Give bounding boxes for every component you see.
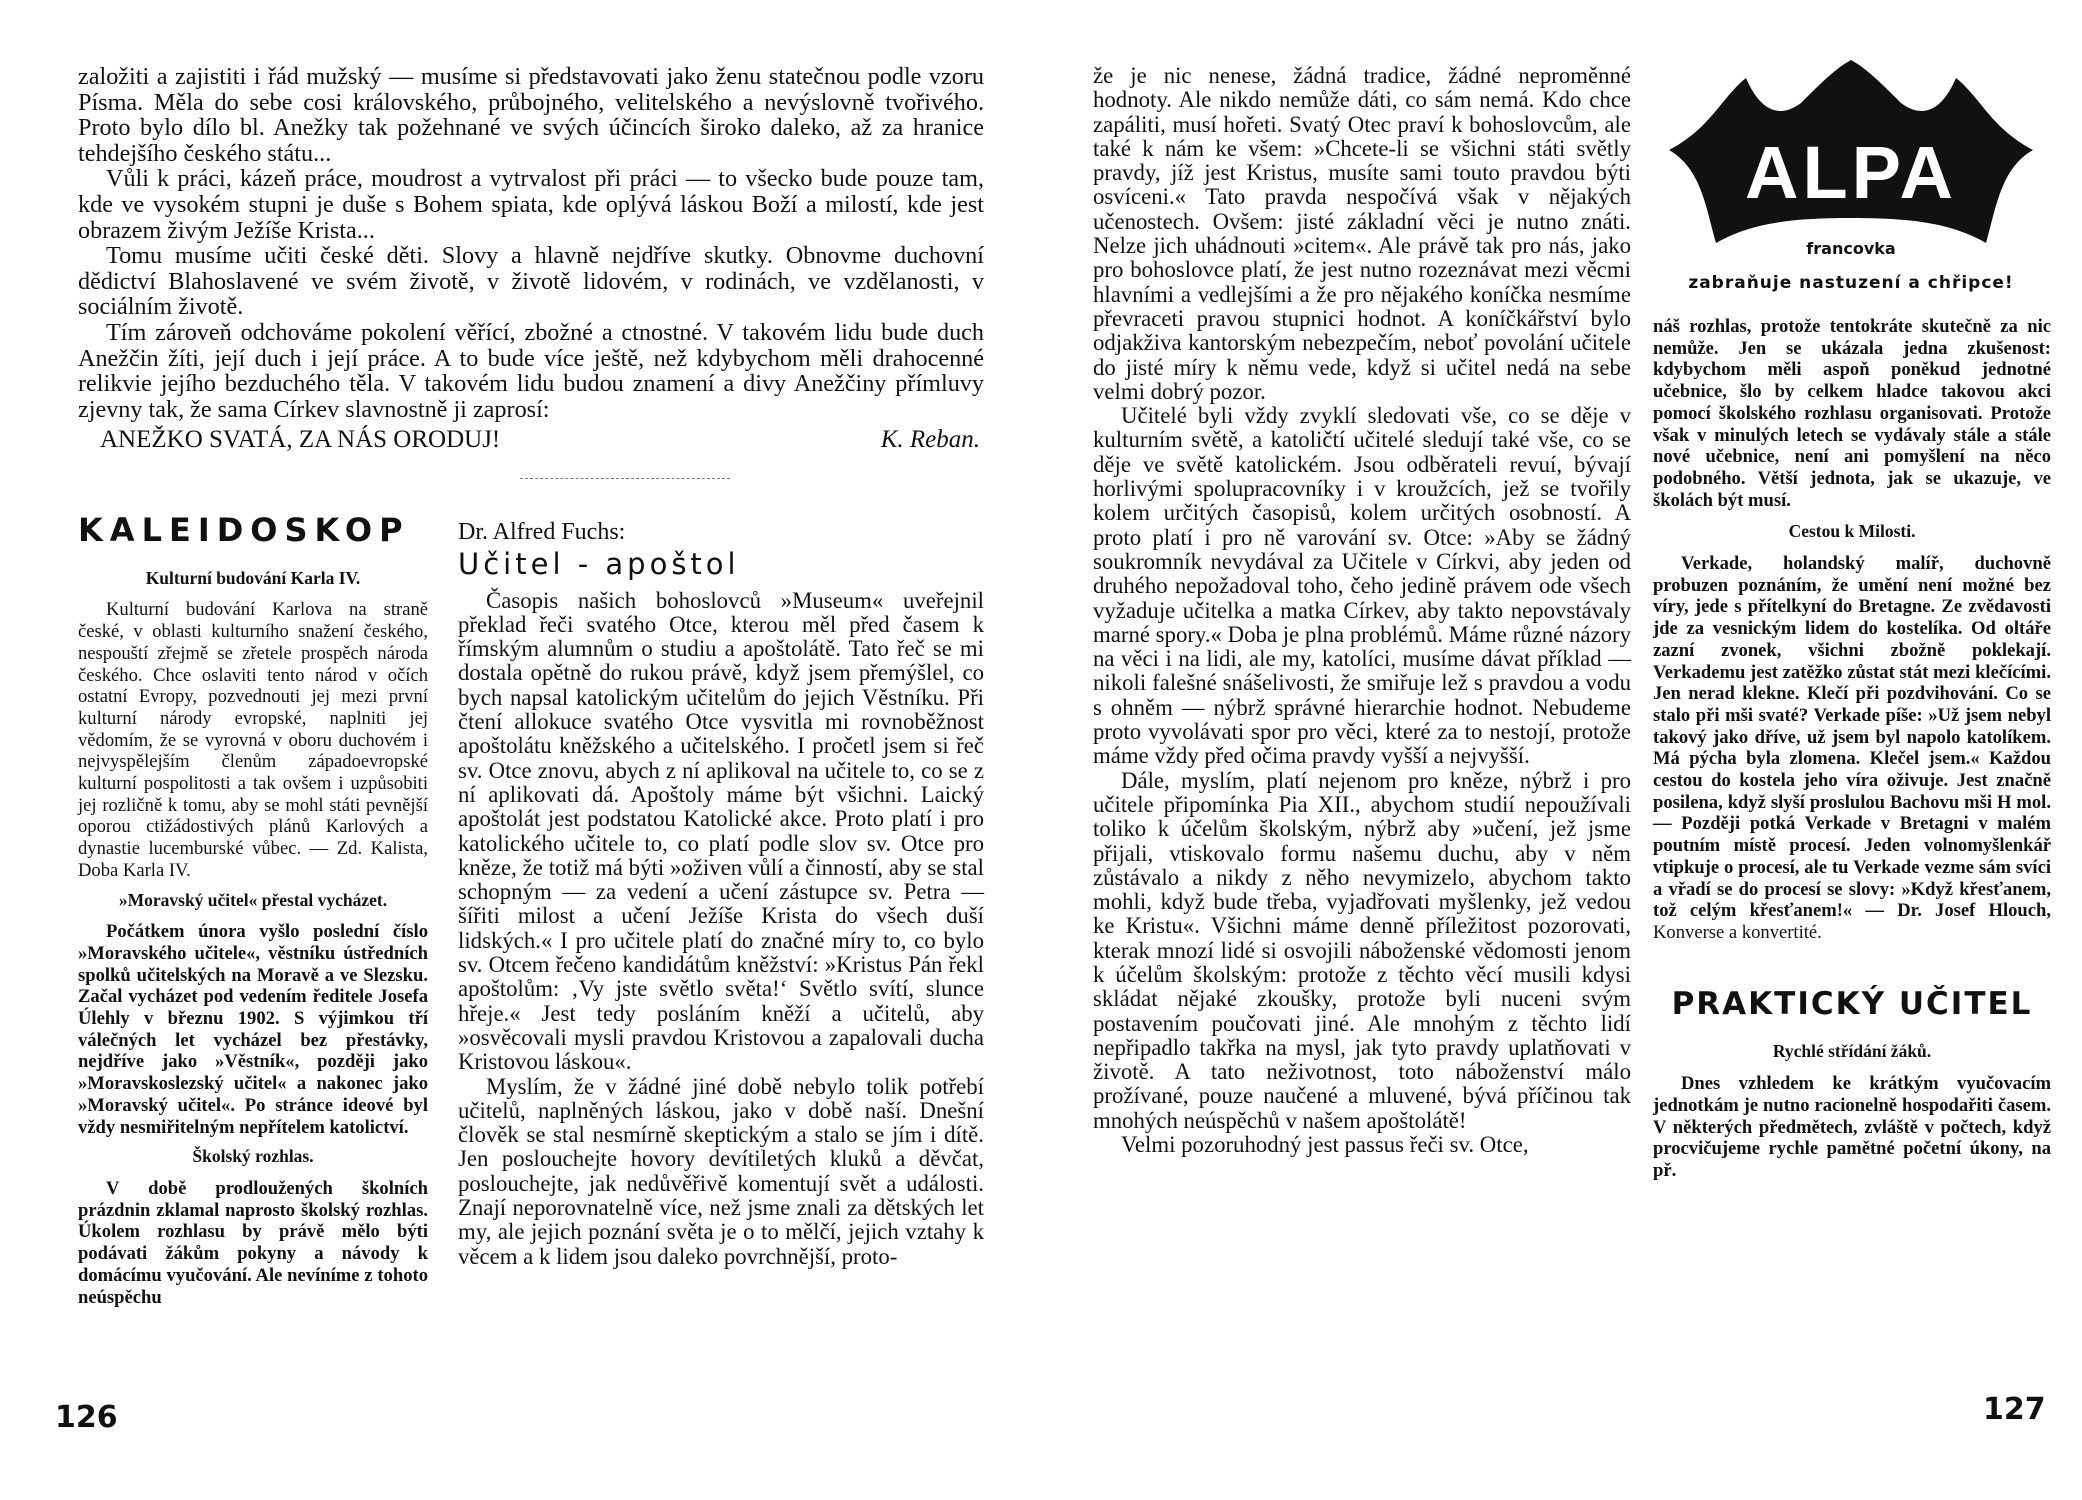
- section-divider: [520, 478, 730, 479]
- article-author-signature: K. Reban.: [880, 426, 980, 453]
- prayer-text: ANEŽKO SVATÁ, ZA NÁS ORODUJ!: [100, 426, 501, 453]
- article-title: Učitel - apoštol: [458, 547, 740, 582]
- alpa-logo: [1651, 58, 2051, 303]
- article-continuation: [1093, 64, 1631, 1157]
- kaleidoskop-title: KALEIDOSKOP: [78, 511, 410, 549]
- alpa-advertisement: [1651, 58, 2051, 303]
- page-number: 127: [1983, 1392, 2046, 1427]
- top-article: [78, 64, 984, 422]
- section-text: náš rozhlas, protože tentokráte skutečně za nic nemůže. Jen se ukázala jedna zkušenost: kdybychom měli aspoň poněkud jednotné učebnice, šlo by celkem hladce takovou akci pomocí školského rozhlasu organisovati. Protože však v minulých letech se vydávaly stále a stále nové učebnice, není ani pomyšlení na něco podobného. Větší jednota, jak se ukazuje, ve školách být musí.: [1653, 316, 2051, 511]
- source-title: Konverse a konvertité.: [1653, 921, 1822, 943]
- section-heading: Cestou k Milosti.: [1788, 521, 1916, 542]
- top-paragraph: Vůli k práci, kázeň práce, moudrost a vytrvalost při práci — to všecko bude pouze tam, kde ve vysokém stupni je duše s Bohem spiata, kde oplývá láskou Boží a milostí, kde jest obrazem živým Ježíše Krista...: [78, 165, 984, 244]
- product-text: francovka: [1806, 239, 1896, 258]
- source-author: Dr. Josef Hlouch,: [1897, 900, 2052, 922]
- section-text: V době prodloužených školních prázdnin zklamal naprosto školský rozhlas. Úkolem rozhlasu by právě mělo býti podávati žákům pokyny a návody k domácímu vyučování. Ale nevíníme z tohoto neúspěchu: [78, 1177, 428, 1308]
- section-heading: »Moravský učitel« přestal vycházet.: [118, 889, 388, 910]
- article-paragraph: Učitelé byli vždy zvyklí sledovati vše, co se děje v kulturním světě, a katoličtí učitelé sledují také vše, co se děje ve světě katolickém. Jsou odběrateli revuí, bývají horlivými spolupracovníky i v kroužcích, jež se tvořily kolem určitých časopisů, kolem určitých osobností. A proto platí i pro ně varování sv. Otce: »Aby se žádný soukromník nevydával za Učitele v Církvi, aby jeden od druhého nepožadoval toho, čeho jedině právem ode všech vyžaduje učitelka a matka Církev, aby takto nepovstávaly marné spory.« Doba je plna problémů. Máme různé názory na věci i na lidi, ale my, katolíci, musíme dávat příklad — nikoli falešné snášelivosti, že smiřuje lež s pravdou a vodu s ohněm — nýbrž správné hierarchie hodnot. Nebudeme proto vyvolávati spor pro věci, které za to nestojí, protože máme vždy před očima pravdy vyšší a nejvyšší.: [1093, 403, 1631, 769]
- section-heading: Školský rozhlas.: [192, 1146, 314, 1167]
- section-text: Dnes vzhledem ke krátkým vyučovacím jednotkám je nutno racionelně hospodařiti časem. V některých předmětech, zvláště v počtech, když procvičujeme rychle pamětné početní úkony, na př.: [1653, 1073, 2051, 1181]
- right-page: [1041, 0, 2082, 1500]
- section-text: Počátkem února vyšlo poslední číslo »Moravského učitele«, věstníku ústředních spolků učitelských na Moravě a ve Slezsku. Začal vycházet pod vedením ředitele Josefa Úlehly v březnu 1902. S výjimkou tří válečných let vycházel bez přestávky, nejdříve jako »Věstník«, později jako »Moravskoslezský učitel« a nakonec jako »Moravský učitel«. Po stránce ideové byl vždy nesmiřitelným nepřítelem katolictví.: [78, 921, 428, 1138]
- article-paragraph: Velmi pozoruhodný jest passus řeči sv. Otce,: [1121, 1132, 1529, 1158]
- section-body: Verkade, holandský malíř, duchovně probuzen poznáním, že umění není možné bez víry, jede s přítelkyní do Bretagne. Ze zvědavosti jde za vesnickým lidem do kostelíka. Od oltáře zazní zvonek, všichni zbožně poklekají. Verkademu jest zatěžko zůstat stát mezi klečícími. Jen nerad klekne. Klečí při pozdvihování. Co se stalo při mši svaté? Verkade píše: »Už jsem nebyl takový jako dříve, už jsem byl napolo katolíkem. Má pýcha byla zlomena. Klečel jsem.« Každou cestou do kostela jeho víra oživuje. Jest značně posilena, když slyší proslulou Bachovu mši H mol. — Později potká Verkade v Bretagni v malém poutním místě procesí. Jeden volnomyšlenkář vtipkuje o procesí, ale tu Verkade vezme sám svíci a vřadí se do procesí se slovy: »Když křesťanem, tož celým křesťanem!« —: [1653, 553, 2051, 922]
- slogan-text: zabraňuje nastuzení a chřipce!: [1688, 273, 2014, 293]
- article-paragraph: Časopis našich bohoslovců »Museum« uveřejnil překlad řeči svatého Otce, kterou měl před časem k římským alumnům o studiu a apoštolátě. Tato řeč se mi dostala opětně do rukou právě, když jsem přemýšlel, co bych napsal katolickým učitelům do jejich Věstníku. Při čtení allokuce svatého Otce vysvitla mi rovnoběžnost apoštolátu kněžského a učitelského. I pročetl jsem si řeč sv. Otce znovu, abych z ní aplikoval na učitele to, co se z ní aplikovati dá. Apoštoly máme být všichni. Laický apoštolát jest podstatou Katolické akce. Proto platí i pro katolického učitele to, co platí podle slov sv. Otce pro kněze, že totiž má býti »oživen vůlí a činností, aby se stal schopným — za vedení a učení zástupce sv. Petra — šířiti milost a učení Ježíše Krista do všech duší lidských.« I pro učitele platí do značné míry to, co bylo sv. Otcem řečeno kandidátům kněžství: »Kristus Pán řekl apoštolům: ‚Vy jste světlo světa!‘ Světlo svítí, slunce hřeje.« Jest tedy posláním kněží a učitelů, aby »osvěcovali mysli pravdou Kristovou a zapalovali ducha Kristovou láskou«.: [458, 587, 984, 1075]
- section-heading: Kulturní budování Karla IV.: [145, 567, 361, 588]
- article-paragraph: že je nic nenese, žádná tradice, žádné neproměnné hodnoty. Ale nikdo nemůže dáti, co sám nemá. Kdo chce zapáliti, musí hořeti. Svatý Otec praví k bohoslovcům, ale také k nám ke všem: »Chcete-li se všichni státi světly pravdy, jíž jest Kristus, musíte sami touto pravdou býti osvíceni.« Tato pravda nespočívá však v nějakých učenostech. Ovšem: jisté základní věci je nutno znáti. Nelze jich uhádnouti »citem«. Ale právě tak pro nás, jako pro bohoslovce platí, že jest nutno rozeznávat mezi věcmi hlavními a vedlejšími a že pro nějakého koníčka nesmíme převraceti pravou stupnici hodnot. A koníčkářství bylo odjakživa kantorským nebezpečím, neboť povolání učitele do jisté míry k němu vede, když si učitel nedá na sebe velmi dobrý pozor.: [1093, 63, 1631, 404]
- section-text: Kulturní budování Karlova na straně české, v oblasti kulturního snažení českého, nespouští zřejmě se zřetele prospěch národa českého. Chce oslaviti tento národ v očích ostatní Evropy, pozvednouti jej mezi první kulturní národy evropské, naplniti jej vědomím, že se vyrovná v oboru duchovém i nejvyspělejším členům západoevropské kulturní pospolitosti a tak ovšem i uzpůsobiti jej rozličně k tomu, aby se mohl státi pevnější oporou ctižádostivých plánů Karlových a dynastie lucemburské vůbec. — Zd. Kalista, Doba Karla IV.: [78, 599, 428, 881]
- prakticky-ucitel-title: PRAKTICKÝ UČITEL: [1671, 985, 2033, 1022]
- kaleidoskop-column: [78, 511, 428, 1308]
- top-paragraph: založiti a zajistiti i řád mužský — musíme si představovati jako ženu statečnou podle vzoru Písma. Měla do sebe cosi královského, průbojného, velitelského a nevýslovně tvořivého. Proto bylo dílo bl. Anežky tak požehnané ve svých účincích široko daleko, až za hranice tehdejšího českého státu...: [78, 63, 984, 167]
- article-paragraph: Dále, myslím, platí nejenom pro kněze, nýbrž i pro učitele připomínka Pia XII., abychom studií nepoužívali toliko k účelům školským, nýbrž aby »učení, jež jsme přijali, vtiskovalo formu našemu duchu, aby v něm zůstávalo a nikdy z něho nevymizelo, abychom takto mohli, když bude třeba, vyjadřovati myšlenky, jež vedou ke Kristu«. Všichni máme denně příležitost pozorovati, kterak mnozí lidé si osvojili náboženské vědomosti jenom k účelům školským: protože z těchto věcí musili kdysi skládat nějaké zkoušky, protože byli nuceni svým postavením poučovati jiné. Ale mnohým z těchto lidí nepřipadlo takřka na mysl, jak tyto pravdy uplatňovati v životě. A tato neživotnost, toto náboženství málo prožívané, pouze naučené a mluvené, bývá příčinou tak mnohých neúspěchů v našem apoštolátě!: [1093, 767, 1631, 1133]
- article-paragraph: Myslím, že v žádné jiné době nebylo tolik potřebí učitelů, naplněných láskou, jako v době naší. Dnešní člověk se stal nesmírně skeptickým a stalo se jím i dítě. Jen poslouchejte hovory devítiletých kluků a děvčat, poslouchejte, jak nedůvěřivě komentují svět a události. Znají neporovnatelně více, než jsme znali za dětských let my, ale jejich poznání světa je o to mělčí, jejich vztahy k věcem a k lidem jsou daleko povrchnější, proto-: [458, 1073, 984, 1269]
- kaleidoskop-continuation: [1653, 316, 2051, 1182]
- article-author: Dr. Alfred Fuchs:: [458, 519, 626, 545]
- section-heading: Rychlé střídání žáků.: [1772, 1041, 1932, 1062]
- top-paragraph: Tomu musíme učiti české děti. Slovy a hlavně nejdříve skutky. Obnovme duchovní dědictví Blahoslavené ve svém životě, v životě lidovém, v rodinách, ve vzdělanosti, v sociálním životě.: [78, 242, 984, 321]
- middle-article: [458, 520, 984, 1269]
- top-paragraph: Tím zároveň odchováme pokolení věřící, zbožné a ctnostné. V takovém lidu bude duch Anežčin žíti, její duch i její práce. A to bude více ještě, než kdybychom měli drahocenné relikvie jejího bezduchého těla. V takovém lidu budou znamení a divy Anežčiny přímluvy zjevny tak, že sama Církev slavnostně ji zaprosí:: [78, 318, 984, 423]
- page-number: 126: [55, 1400, 118, 1435]
- prayer-line: [100, 426, 980, 454]
- section-text: [1653, 553, 2051, 944]
- brand-text: ALPA: [1745, 131, 1957, 214]
